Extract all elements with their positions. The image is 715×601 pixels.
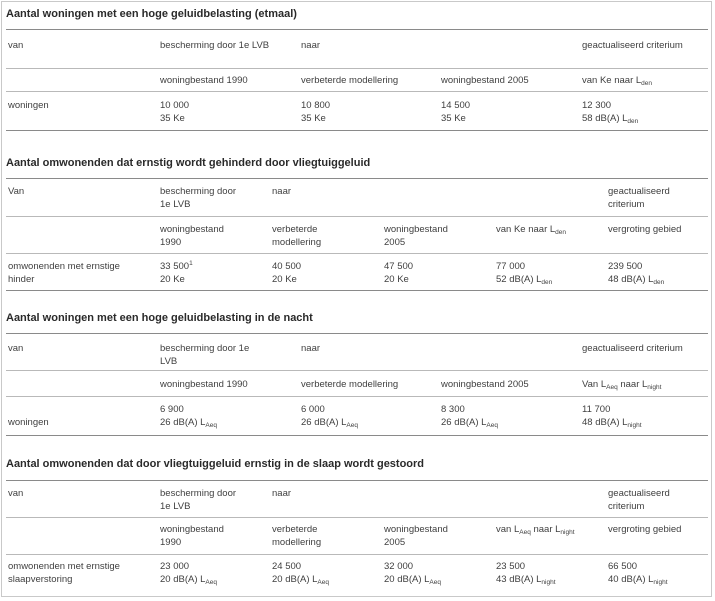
row-label: woningen [8, 100, 49, 111]
divider [6, 554, 708, 555]
row-label: woningen [8, 417, 49, 428]
table-title: Aantal omwonenden dat ernstig wordt gehinderd door vliegtuiggeluid [6, 157, 371, 169]
divider [6, 480, 708, 481]
divider [6, 370, 708, 371]
row-label: omwonenden met ernstige hinder [8, 261, 120, 285]
header-1990: woningbestand 1990 [160, 379, 248, 390]
header-bescherming: bescherming door 1e LVB [160, 488, 237, 512]
document-page [1, 1, 712, 597]
divider [6, 178, 708, 179]
header-vergroting: vergroting gebied [608, 224, 682, 235]
header-naar: naar [272, 186, 292, 197]
header-modellering: verbeterde modellering [301, 379, 399, 390]
table-hinder-omwonenden [6, 152, 708, 297]
header-bescherming: bescherming door 1e LVB [160, 186, 237, 210]
divider [6, 68, 708, 69]
value-vergroting: 239 500 48 dB(A) $L_{den}$ [608, 261, 665, 286]
header-2005: woningbestand 2005 [441, 75, 529, 86]
value-vergroting: 66 500 40 dB(A) $L_{night}$ [608, 561, 668, 586]
header-2005: woningbestand 2005 [441, 379, 529, 390]
value-1990: 10 000 35 Ke [160, 100, 190, 124]
header-2005: woningbestand 2005 [384, 224, 448, 248]
divider [6, 253, 708, 254]
value-1990: 33 $500^1$ 20 Ke [160, 259, 193, 285]
header-1990: woningbestand 1990 [160, 75, 248, 86]
divider [6, 290, 708, 291]
row-label: omwonenden met ernstige slaapverstoring [8, 561, 120, 585]
divider [6, 91, 708, 92]
header-1990: woningbestand 1990 [160, 224, 224, 248]
header-criterium: geactualiseerd criterium [582, 343, 683, 354]
header-laeq-lnight: Van $L_{Aeq}$ naar $L_{night}$ [582, 379, 662, 391]
divider [6, 216, 708, 217]
value-2005: 47 500 20 Ke [384, 261, 414, 285]
table-title: Aantal woningen met een hoge geluidbelasting in de nacht [6, 312, 313, 324]
header-van: van [8, 40, 24, 51]
value-2005: 14 500 35 Ke [441, 100, 471, 124]
value-ke-lden: 77 000 52 dB(A) $L_{den}$ [496, 261, 553, 286]
header-bescherming: bescherming door 1e LVB [160, 40, 270, 51]
header-modellering: verbeterde modellering [272, 524, 322, 548]
header-1990: woningbestand 1990 [160, 524, 224, 548]
divider [6, 396, 708, 397]
header-criterium: geactualiseerd criterium [608, 186, 670, 210]
header-ke-lden: van Ke naar $L_{den}$ [496, 224, 567, 236]
value-modellering: 40 500 20 Ke [272, 261, 302, 285]
header-van: van [8, 343, 24, 354]
table-title: Aantal woningen met een hoge geluidbelasting (etmaal) [6, 8, 297, 20]
header-modellering: verbeterde modellering [301, 75, 399, 86]
divider [6, 435, 708, 436]
value-modellering: 24 500 20 dB(A) $L_{Aeq}$ [272, 561, 329, 586]
header-naar: naar [301, 343, 321, 354]
header-naar: naar [272, 488, 292, 499]
divider [6, 333, 708, 334]
table-etmaal-woningen [6, 2, 708, 142]
divider [6, 517, 708, 518]
value-1990: 6 900 26 dB(A) $L_{Aeq}$ [160, 404, 217, 429]
value-criterium: 11 700 48 dB(A) $L_{night}$ [582, 404, 642, 429]
divider [6, 130, 708, 131]
value-criterium: 12 300 58 dB(A) $L_{den}$ [582, 100, 639, 125]
header-naar: naar [301, 40, 321, 51]
table-title: Aantal omwonenden dat door vliegtuiggeluid ernstig in de slaap wordt gestoord [6, 458, 425, 470]
value-modellering: 6 000 26 dB(A) $L_{Aeq}$ [301, 404, 358, 429]
value-2005: 32 000 20 dB(A) $L_{Aeq}$ [384, 561, 441, 586]
header-criterium: geactualiseerd criterium [608, 488, 670, 512]
header-laeq-lnight: van $L_{Aeq}$ naar $L_{night}$ [496, 524, 575, 536]
divider [6, 29, 708, 30]
header-2005: woningbestand 2005 [384, 524, 448, 548]
header-vergroting: vergroting gebied [608, 524, 682, 535]
header-van: van [8, 488, 24, 499]
header-van: Van [8, 186, 25, 197]
table-nacht-woningen [6, 307, 708, 447]
header-criterium: geactualiseerd criterium [582, 40, 683, 51]
header-modellering: verbeterde modellering [272, 224, 322, 248]
value-2005: 8 300 26 dB(A) $L_{Aeq}$ [441, 404, 498, 429]
table-slaapverstoring-omwonenden [6, 452, 708, 597]
value-laeq-lnight: 23 500 43 dB(A) $L_{night}$ [496, 561, 556, 586]
value-1990: 23 000 20 dB(A) $L_{Aeq}$ [160, 561, 217, 586]
header-bescherming: bescherming door 1e LVB [160, 343, 250, 367]
value-modellering: 10 800 35 Ke [301, 100, 331, 124]
header-ke-lden: van Ke naar $L_{den}$ [582, 75, 653, 87]
